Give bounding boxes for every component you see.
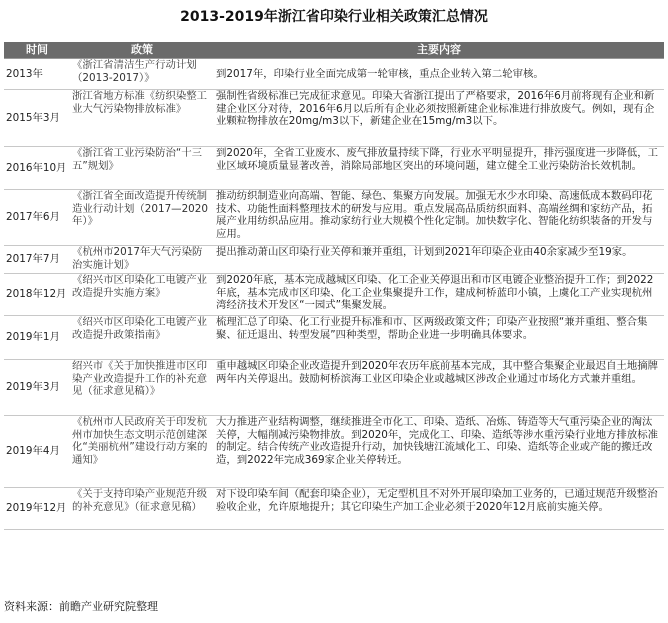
source-note: 资料来源：前瞻产业研究院整理: [4, 600, 158, 613]
row-content: 到2017年，印染行业全面完成第一轮审核，重点企业转入第二轮审核。: [214, 59, 664, 90]
table-header-row: [4, 42, 664, 59]
page-title: 2013-2019年浙江省印染行业相关政策汇总情况: [180, 9, 488, 25]
row-policy: 《浙江省全面改造提升传统制造业行动计划（2017—2020年）》: [70, 190, 214, 246]
row-content: 梳理汇总了印染、化工行业提升标准和市、区两级政策文件；印染产业按照“兼并重组、整合集聚、征迁退出、转型发展”四种类型，帮助企业进一步明确具体要求。: [214, 316, 664, 360]
row-policy: 绍兴市《关于加快推进市区印染产业改造提升工作的补充意见（征求意见稿）》: [70, 360, 214, 416]
row-content: 强制性省级标准已完成征求意见。印染大省浙江提出了严格要求，2016年6月前将现有企业和新建企业区分对待，2016年6月以后所有企业必须按照新建企业标准进行排放废气。例如，现有企业颗粒物排放在20mg/m3以下，新建企业在15mg/m3以下。: [214, 90, 664, 147]
header-policy: 政策: [70, 42, 214, 59]
row-policy: 《浙江省工业污染防治“十三五”规划》: [70, 147, 214, 190]
row-time: 2019年3月: [4, 360, 70, 416]
row-time: 2019年4月: [4, 416, 70, 488]
table-row: [4, 246, 664, 274]
row-policy: 《浙江省清洁生产行动计划（2013-2017）》: [70, 59, 214, 90]
row-time: 2016年10月: [4, 147, 70, 190]
row-content: 到2020年，全省工业废水、废气排放量持续下降，行业水平明显提升，排污强度进一步降低，工业区域环境质量显著改善，消除局部地区突出的环境问题，建立健全工业污染防治长效机制。: [214, 147, 664, 190]
row-time: 2017年7月: [4, 246, 70, 274]
row-time: 2017年6月: [4, 190, 70, 246]
row-time: 2018年12月: [4, 274, 70, 316]
row-time: 2019年12月: [4, 488, 70, 530]
table-row: [4, 488, 664, 530]
row-content: 推动纺织制造业向高端、智能、绿色、集聚方向发展。加强无水少水印染、高速低成本数码印花技术、功能性面料整理技术的研发与应用。重点发展高品质纺织面料、高端丝绸和家纺产品，拓展产业用纺织品应用。推动家纺行业大规模个性化定制。加快数字化、智能化纺织装备的开发与应用。: [214, 190, 664, 246]
row-policy: 《绍兴市区印染化工电镀产业改造提升政策指南》: [70, 316, 214, 360]
table-row: [4, 59, 664, 90]
row-time: 2013年: [4, 59, 70, 90]
table-row: [4, 360, 664, 416]
policy-table: [4, 42, 664, 530]
row-content: 重申越城区印染企业改造提升到2020年农历年底前基本完成，其中整合集聚企业最迟自土地摘牌两年内关停退出。鼓励柯桥滨海工业区印染企业或越城区涉改企业通过市场化方式兼并重组。: [214, 360, 664, 416]
row-time: 2015年3月: [4, 90, 70, 147]
row-policy: 《杭州市人民政府关于印发杭州市加快生态文明示范创建深化“美丽杭州”建设行动方案的通知》: [70, 416, 214, 488]
table-row: [4, 274, 664, 316]
row-content: 大力推进产业结构调整，继续推进全市化工、印染、造纸、冶炼、铸造等大气重污染企业的淘汰关停，大幅削减污染物排放。到2020年，完成化工、印染、造纸等涉水重污染行业地方排放标准的制定。结合传统产业改造提升行动，加快钱塘江流域化工、印染、造纸等企业或产能的搬迁改造，到2022年完成369家企业关停转迁。: [214, 416, 664, 488]
table-row: [4, 416, 664, 488]
row-content: 到2020年底，基本完成越城区印染、化工企业关停退出和市区电镀企业整治提升工作；到2022年底，基本完成市区印染、化工企业集聚提升工作，建成柯桥蓝印小镇，上虞化工产业实现杭州湾经济技术开发区“一园式”集聚发展。: [214, 274, 664, 316]
header-content: 主要内容: [214, 42, 664, 59]
row-policy: 《杭州市2017年大气污染防治实施计划》: [70, 246, 214, 274]
table-row: [4, 90, 664, 147]
row-content: 提出推动萧山区印染行业关停和兼并重组，计划到2021年印染企业由40余家减少至19家。: [214, 246, 664, 274]
row-policy: 《关于支持印染产业规范升级的补充意见》（征求意见稿）: [70, 488, 214, 530]
header-time: 时间: [4, 42, 70, 59]
table-row: [4, 316, 664, 360]
table-row: [4, 190, 664, 246]
row-policy: 《绍兴市区印染化工电镀产业改造提升实施方案》: [70, 274, 214, 316]
row-time: 2019年1月: [4, 316, 70, 360]
row-content: 对下设印染车间（配套印染企业），无定型机且不对外开展印染加工业务的，已通过规范升级整治验收企业，允许原地提升；其它印染生产加工企业必须于2020年12月底前实施关停。: [214, 488, 664, 530]
table-row: [4, 147, 664, 190]
row-policy: 浙江省地方标准《纺织染整工业大气污染物排放标准》: [70, 90, 214, 147]
